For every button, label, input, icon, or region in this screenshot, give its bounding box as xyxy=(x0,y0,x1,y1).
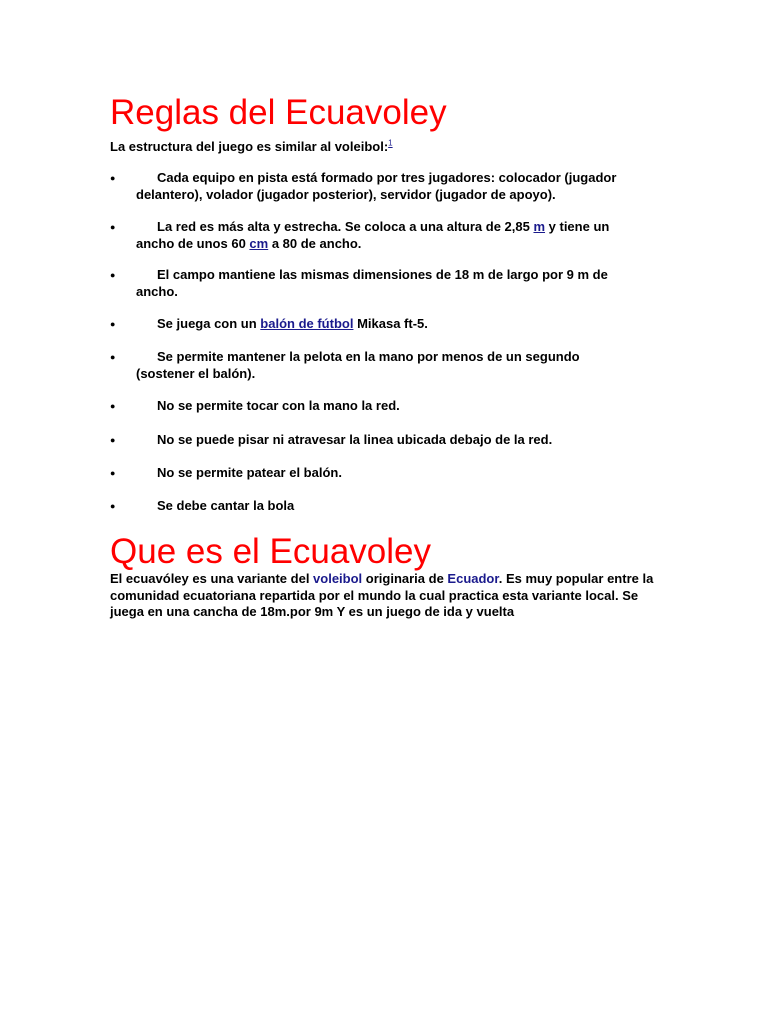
link-centimetro[interactable]: cm xyxy=(249,235,269,251)
bullet-icon: ● xyxy=(110,435,116,445)
section-heading-what-is: Que es el Ecuavoley xyxy=(110,532,432,571)
bullet-icon: ● xyxy=(110,352,116,362)
rule-text: No se puede pisar ni atravesar la linea ubicada debajo de la red. xyxy=(157,432,553,447)
rule-text: Cada equipo en pista está formado por tres jugadores: colocador (jugador delantero), volador (jugador posterior), servidor (jugador de apoyo). xyxy=(136,170,617,202)
rule-text: Se permite mantener la pelota en la mano por menos de un segundo (sostener el balón). xyxy=(136,349,580,381)
paragraph-text-part: El ecuavóley es una variante del xyxy=(110,571,314,586)
rule-item xyxy=(110,465,640,482)
rule-item xyxy=(110,316,640,333)
link-voleibol[interactable]: voleibol xyxy=(313,571,363,586)
paragraph-text-part: originaria de xyxy=(362,571,448,586)
rule-text-part: Se juega con un xyxy=(157,316,261,331)
link-balon-de-futbol[interactable]: balón de fútbol xyxy=(260,316,354,331)
bullet-icon: ● xyxy=(110,401,116,411)
link-metro[interactable]: m xyxy=(533,219,546,234)
rule-text-part: La red es más alta y estrecha. Se coloca a una altura de 2,85 xyxy=(157,219,534,234)
rule-item xyxy=(110,432,640,449)
rule-text: Se debe cantar la bola xyxy=(157,498,295,513)
rule-text xyxy=(110,316,640,333)
rule-text xyxy=(110,219,640,252)
rule-text: El campo mantiene las mismas dimensiones de 18 m de largo por 9 m de ancho. xyxy=(136,267,608,299)
bullet-icon: ● xyxy=(110,173,116,183)
rule-item xyxy=(110,498,640,515)
bullet-icon: ● xyxy=(110,222,116,232)
rule-text: No se permite tocar con la mano la red. xyxy=(157,398,400,413)
bullet-icon: ● xyxy=(110,319,116,329)
rule-item xyxy=(110,170,640,203)
rule-text-part: y tiene un ancho de unos 60 xyxy=(136,219,610,251)
rule-item xyxy=(110,349,640,382)
intro-text xyxy=(110,138,393,155)
bullet-icon: ● xyxy=(110,270,116,280)
section-heading-rules: Reglas del Ecuavoley xyxy=(110,93,447,132)
rule-item xyxy=(110,398,640,415)
bullet-icon: ● xyxy=(110,468,116,478)
rule-text-part: a 80 de ancho. xyxy=(268,235,362,251)
description-paragraph xyxy=(110,571,660,621)
rule-item xyxy=(110,267,640,300)
footnote-link[interactable]: 1 xyxy=(388,138,393,148)
rule-text: No se permite patear el balón. xyxy=(157,465,342,480)
rule-text-part: Mikasa ft-5. xyxy=(353,316,428,331)
paragraph-text-part: . Es muy popular entre la comunidad ecuatoriana repartida por el mundo la cual practica esta variante local. Se juega en una cancha de 18m.por 9m Y es un juego de ida y vuelta xyxy=(110,571,654,619)
bullet-icon: ● xyxy=(110,501,116,511)
link-ecuador[interactable]: Ecuador xyxy=(447,571,499,586)
intro-sentence: La estructura del juego es similar al voleibol: xyxy=(110,139,389,154)
rule-item xyxy=(110,219,640,252)
